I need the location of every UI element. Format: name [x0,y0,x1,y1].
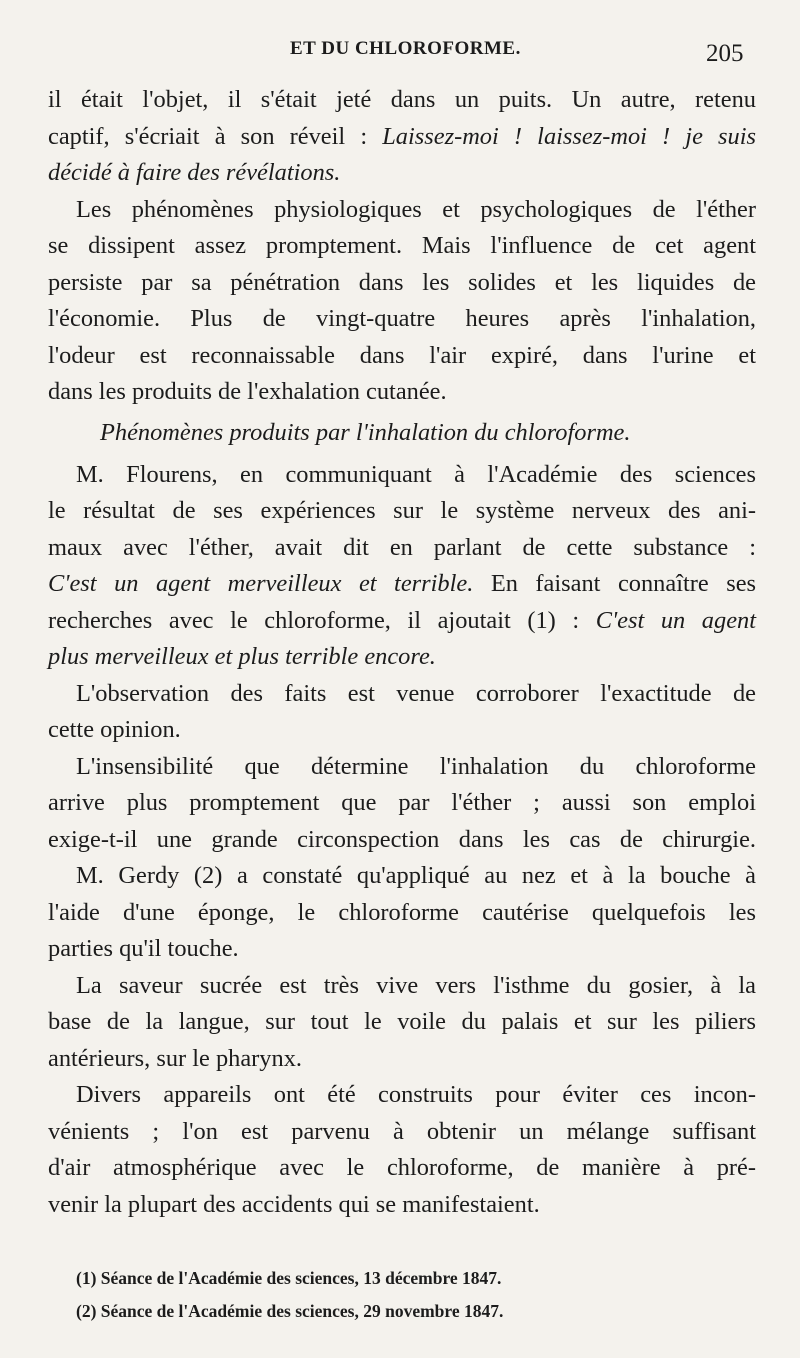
quote-fragment: C'est un agent [595,606,756,634]
text-line [48,566,756,603]
text-fragment: captif, s'écriait à son réveil : [48,122,383,150]
text-line: persiste par sa pénétration dans les solides et les liquides de [48,268,756,296]
footnote-2: (2) Séance de l'Académie des sciences, 29 novembre 1847. [76,1301,504,1321]
text-line: antérieurs, sur le pharynx. [48,1044,302,1072]
section-heading: Phénomènes produits par l'inhalation du chloroforme. [100,418,631,446]
page-number: 205 [706,40,744,67]
text-line: L'insensibilité que détermine l'inhalation du chloroforme [76,752,756,780]
text-line: l'odeur est reconnaissable dans l'air expiré, dans l'urine et [48,341,756,369]
text-line: vénients ; l'on est parvenu à obtenir un mélange suffisant [48,1117,756,1145]
text-line: La saveur sucrée est très vive vers l'isthme du gosier, à la [76,971,756,999]
text-line: L'observation des faits est venue corroborer l'exactitude de [76,679,756,707]
text-line: plus merveilleux et plus terrible encore. [48,643,436,670]
text-line: dans les produits de l'exhalation cutanée. [48,378,447,405]
body-text [48,82,756,1223]
text-line [48,603,756,640]
text-fragment: recherches avec le chloroforme, il ajoutait (1) : [48,606,596,634]
footnotes [76,1262,503,1328]
quote-fragment: C'est un agent merveilleux et terrible. [48,570,474,597]
text-line: base de la langue, sur tout le voile du palais et sur les piliers [48,1008,756,1035]
text-line: M. Flourens, en communiquant à l'Académie des sciences [76,460,756,488]
text-line: d'air atmosphérique avec le chloroforme, de manière à pré- [48,1154,756,1181]
text-line [48,119,756,156]
text-fragment: En faisant connaître ses [473,570,757,597]
text-line: arrive plus promptement que par l'éther ; aussi son emploi [48,789,756,816]
text-line: venir la plupart des accidents qui se manifestaient. [48,1190,540,1218]
text-line: décidé à faire des révélations. [48,159,341,186]
text-line: Les phénomènes physiologiques et psychologiques de l'éther [76,195,756,223]
text-line: il était l'objet, il s'était jeté dans un puits. Un autre, retenu [48,86,756,113]
text-line: exige-t-il une grande circonspection dans les cas de chirurgie. [48,825,756,853]
running-title: ET DU CHLOROFORME. [290,38,521,59]
text-line: Divers appareils ont été construits pour éviter ces incon- [76,1081,756,1108]
text-line: maux avec l'éther, avait dit en parlant de cette substance : [48,533,756,561]
text-line: parties qu'il touche. [48,935,239,962]
text-line: cette opinion. [48,716,181,743]
footnote-1: (1) Séance de l'Académie des sciences, 13 décembre 1847. [76,1268,502,1288]
text-line: l'aide d'une éponge, le chloroforme cautérise quelquefois les [48,898,756,926]
text-line: M. Gerdy (2) a constaté qu'appliqué au nez et à la bouche à [76,862,756,889]
text-line: se dissipent assez promptement. Mais l'influence de cet agent [48,232,756,259]
text-line: l'économie. Plus de vingt-quatre heures après l'inhalation, [48,305,756,332]
text-line: le résultat de ses expériences sur le système nerveux des ani- [48,497,756,524]
quote-fragment: Laissez-moi ! laissez-moi ! je suis [382,122,756,150]
